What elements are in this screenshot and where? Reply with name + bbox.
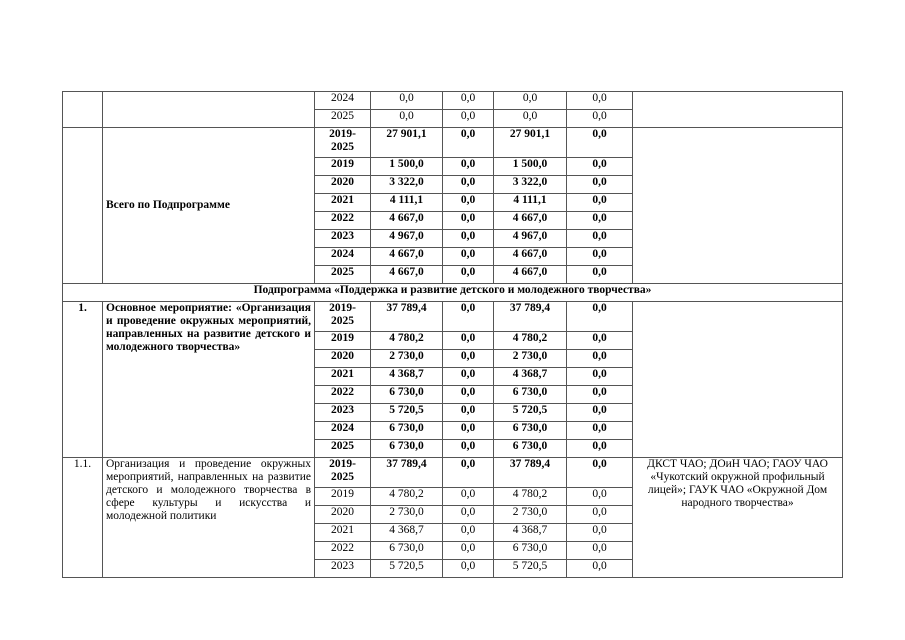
federal-cell: 0,0 — [443, 128, 494, 158]
other-cell: 0,0 — [567, 524, 633, 542]
executors-cell: ДКСТ ЧАО; ДОиН ЧАО; ГАОУ ЧАО «Чукотский окружной профильный лицей»; ГАУК ЧАО «Окружной Дом народного творчества» — [633, 458, 843, 578]
year-cell: 2022 — [315, 212, 371, 230]
okrug-cell: 0,0 — [494, 110, 567, 128]
total-cell: 4 780,2 — [371, 488, 443, 506]
year-cell: 2023 — [315, 560, 371, 578]
federal-cell: 0,0 — [443, 422, 494, 440]
table-row — [63, 302, 843, 332]
year-cell: 2025 — [315, 440, 371, 458]
federal-cell: 0,0 — [443, 542, 494, 560]
okrug-cell: 4 780,2 — [494, 332, 567, 350]
year-cell: 2019-2025 — [315, 458, 371, 488]
number-cell: 1. — [63, 302, 103, 458]
budget-table — [62, 91, 843, 578]
other-cell: 0,0 — [567, 176, 633, 194]
okrug-cell: 2 730,0 — [494, 506, 567, 524]
federal-cell: 0,0 — [443, 248, 494, 266]
other-cell: 0,0 — [567, 542, 633, 560]
executor-cell — [633, 128, 843, 284]
number-cell — [63, 92, 103, 128]
other-cell: 0,0 — [567, 158, 633, 176]
federal-cell: 0,0 — [443, 212, 494, 230]
other-cell: 0,0 — [567, 368, 633, 386]
total-cell: 4 111,1 — [371, 194, 443, 212]
other-cell: 0,0 — [567, 506, 633, 524]
other-cell: 0,0 — [567, 212, 633, 230]
federal-cell: 0,0 — [443, 158, 494, 176]
subprogram-title: Подпрограмма «Поддержка и развитие детского и молодежного творчества» — [63, 284, 843, 302]
total-cell: 27 901,1 — [371, 128, 443, 158]
total-cell: 6 730,0 — [371, 422, 443, 440]
total-cell: 6 730,0 — [371, 440, 443, 458]
federal-cell: 0,0 — [443, 440, 494, 458]
table-row — [63, 458, 843, 488]
year-cell: 2021 — [315, 194, 371, 212]
year-cell: 2020 — [315, 176, 371, 194]
total-cell: 4 667,0 — [371, 266, 443, 284]
other-cell: 0,0 — [567, 248, 633, 266]
other-cell: 0,0 — [567, 350, 633, 368]
total-cell: 3 322,0 — [371, 176, 443, 194]
okrug-cell: 4 667,0 — [494, 248, 567, 266]
federal-cell: 0,0 — [443, 302, 494, 332]
federal-cell: 0,0 — [443, 524, 494, 542]
federal-cell: 0,0 — [443, 92, 494, 110]
other-cell: 0,0 — [567, 488, 633, 506]
other-cell: 0,0 — [567, 110, 633, 128]
okrug-cell: 6 730,0 — [494, 422, 567, 440]
okrug-cell: 5 720,5 — [494, 560, 567, 578]
okrug-cell: 37 789,4 — [494, 302, 567, 332]
year-cell: 2019-2025 — [315, 128, 371, 158]
total-cell: 4 667,0 — [371, 248, 443, 266]
year-cell: 2021 — [315, 524, 371, 542]
number-cell — [63, 128, 103, 284]
year-cell: 2021 — [315, 368, 371, 386]
total-cell: 37 789,4 — [371, 458, 443, 488]
year-cell: 2025 — [315, 110, 371, 128]
okrug-cell: 5 720,5 — [494, 404, 567, 422]
total-cell: 0,0 — [371, 92, 443, 110]
other-cell: 0,0 — [567, 458, 633, 488]
total-cell: 5 720,5 — [371, 560, 443, 578]
other-cell: 0,0 — [567, 386, 633, 404]
okrug-cell: 4 368,7 — [494, 368, 567, 386]
total-cell: 0,0 — [371, 110, 443, 128]
federal-cell: 0,0 — [443, 176, 494, 194]
executor-cell — [633, 302, 843, 458]
executor-cell — [633, 92, 843, 128]
total-cell: 2 730,0 — [371, 506, 443, 524]
federal-cell: 0,0 — [443, 488, 494, 506]
federal-cell: 0,0 — [443, 194, 494, 212]
total-cell: 4 967,0 — [371, 230, 443, 248]
other-cell: 0,0 — [567, 560, 633, 578]
okrug-cell: 4 780,2 — [494, 488, 567, 506]
other-cell: 0,0 — [567, 302, 633, 332]
total-cell: 4 667,0 — [371, 212, 443, 230]
table-row — [63, 128, 843, 158]
table-row — [63, 92, 843, 110]
other-cell: 0,0 — [567, 230, 633, 248]
other-cell: 0,0 — [567, 194, 633, 212]
other-cell: 0,0 — [567, 404, 633, 422]
federal-cell: 0,0 — [443, 368, 494, 386]
main-event-label: Основное мероприятие: «Организация и проведение окружных мероприятий, направленных на развитие детского и молодежного творчества» — [103, 302, 315, 458]
okrug-cell: 3 322,0 — [494, 176, 567, 194]
total-cell: 5 720,5 — [371, 404, 443, 422]
okrug-cell: 2 730,0 — [494, 350, 567, 368]
total-cell: 4 368,7 — [371, 368, 443, 386]
year-cell: 2022 — [315, 542, 371, 560]
other-cell: 0,0 — [567, 440, 633, 458]
total-cell: 37 789,4 — [371, 302, 443, 332]
label-cell — [103, 92, 315, 128]
federal-cell: 0,0 — [443, 230, 494, 248]
year-cell: 2020 — [315, 506, 371, 524]
number-cell: 1.1. — [63, 458, 103, 578]
year-cell: 2019-2025 — [315, 302, 371, 332]
federal-cell: 0,0 — [443, 506, 494, 524]
okrug-cell: 4 667,0 — [494, 266, 567, 284]
okrug-cell: 4 368,7 — [494, 524, 567, 542]
okrug-cell: 27 901,1 — [494, 128, 567, 158]
year-cell: 2020 — [315, 350, 371, 368]
year-cell: 2023 — [315, 230, 371, 248]
total-cell: 4 368,7 — [371, 524, 443, 542]
year-cell: 2022 — [315, 386, 371, 404]
total-cell: 4 780,2 — [371, 332, 443, 350]
year-cell: 2024 — [315, 92, 371, 110]
okrug-cell: 4 667,0 — [494, 212, 567, 230]
total-label: Всего по Подпрограмме — [103, 128, 315, 284]
federal-cell: 0,0 — [443, 458, 494, 488]
okrug-cell: 6 730,0 — [494, 440, 567, 458]
okrug-cell: 6 730,0 — [494, 386, 567, 404]
total-cell: 6 730,0 — [371, 542, 443, 560]
federal-cell: 0,0 — [443, 560, 494, 578]
okrug-cell: 4 111,1 — [494, 194, 567, 212]
federal-cell: 0,0 — [443, 266, 494, 284]
federal-cell: 0,0 — [443, 110, 494, 128]
subprogram-header-row — [63, 284, 843, 302]
year-cell: 2025 — [315, 266, 371, 284]
okrug-cell: 1 500,0 — [494, 158, 567, 176]
other-cell: 0,0 — [567, 128, 633, 158]
total-cell: 6 730,0 — [371, 386, 443, 404]
federal-cell: 0,0 — [443, 386, 494, 404]
other-cell: 0,0 — [567, 266, 633, 284]
okrug-cell: 6 730,0 — [494, 542, 567, 560]
okrug-cell: 37 789,4 — [494, 458, 567, 488]
other-cell: 0,0 — [567, 92, 633, 110]
year-cell: 2023 — [315, 404, 371, 422]
year-cell: 2019 — [315, 332, 371, 350]
year-cell: 2024 — [315, 422, 371, 440]
okrug-cell: 0,0 — [494, 92, 567, 110]
year-cell: 2019 — [315, 158, 371, 176]
federal-cell: 0,0 — [443, 350, 494, 368]
total-cell: 1 500,0 — [371, 158, 443, 176]
okrug-cell: 4 967,0 — [494, 230, 567, 248]
year-cell: 2019 — [315, 488, 371, 506]
other-cell: 0,0 — [567, 422, 633, 440]
total-cell: 2 730,0 — [371, 350, 443, 368]
sub-event-label: Организация и проведение окружных мероприятий, направленных на развитие детского и молодежного творчества в сфере культуры и искусства и молодежной политики — [103, 458, 315, 578]
other-cell: 0,0 — [567, 332, 633, 350]
year-cell: 2024 — [315, 248, 371, 266]
federal-cell: 0,0 — [443, 332, 494, 350]
federal-cell: 0,0 — [443, 404, 494, 422]
